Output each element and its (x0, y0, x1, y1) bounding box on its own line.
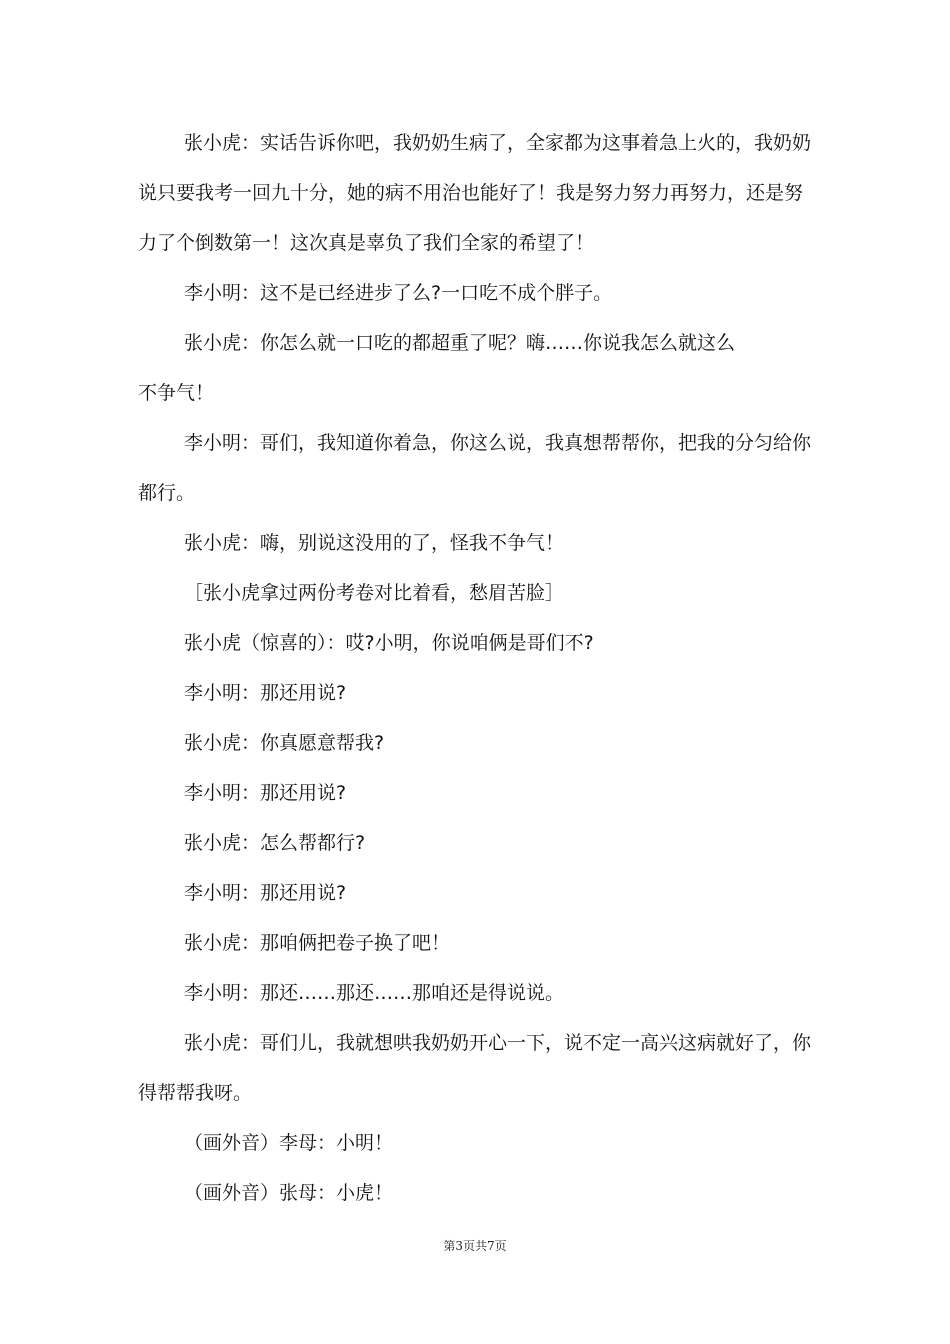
paragraph-4: 李小明：哥们，我知道你着急，你这么说，我真想帮帮你，把我的分匀给你都行。 (138, 432, 812, 504)
paragraph-12: 李小明：那还用说? (184, 882, 347, 904)
paragraph-15: 张小虎：哥们儿，我就想哄我奶奶开心一下，说不定一高兴这病就好了，你得帮帮我呀。 (138, 1032, 812, 1104)
paragraph-1: 张小虎：实话告诉你吧，我奶奶生病了，全家都为这事着急上火的，我奶奶说只要我考一回九十分，她的病不用治也能好了！我是努力努力再努力，还是努力了个倒数第一！这次真是辜负了我们全家的希望了！ (138, 132, 812, 254)
paragraph-9: 张小虎：你真愿意帮我? (184, 732, 385, 754)
paragraph-11: 张小虎：怎么帮都行? (184, 832, 366, 854)
paragraph-3: 张小虎：你怎么就一口吃的都超重了呢？嗨……你说我怎么就这么不争气！ (138, 332, 736, 404)
paragraph-7: 张小虎（惊喜的）：哎?小明，你说咱俩是哥们不? (184, 632, 594, 654)
page-number: 第3页共7页 (443, 1239, 507, 1253)
paragraph-2: 李小明：这不是已经进步了么?一口吃不成个胖子。 (184, 282, 613, 304)
document-body (138, 118, 818, 1218)
paragraph-10: 李小明：那还用说? (184, 782, 347, 804)
paragraph-16: （画外音）李母：小明！ (184, 1132, 394, 1154)
paragraph-14: 李小明：那还……那还……那咱还是得说说。 (184, 982, 565, 1004)
stage-direction: ［张小虎拿过两份考卷对比着看，愁眉苦脸］ (184, 582, 565, 604)
paragraph-17: （画外音）张母：小虎！ (184, 1182, 394, 1204)
paragraph-8: 李小明：那还用说? (184, 682, 347, 704)
paragraph-5: 张小虎：嗨，别说这没用的了，怪我不争气！ (184, 532, 565, 554)
paragraph-13: 张小虎：那咱俩把卷子换了吧！ (184, 932, 451, 954)
